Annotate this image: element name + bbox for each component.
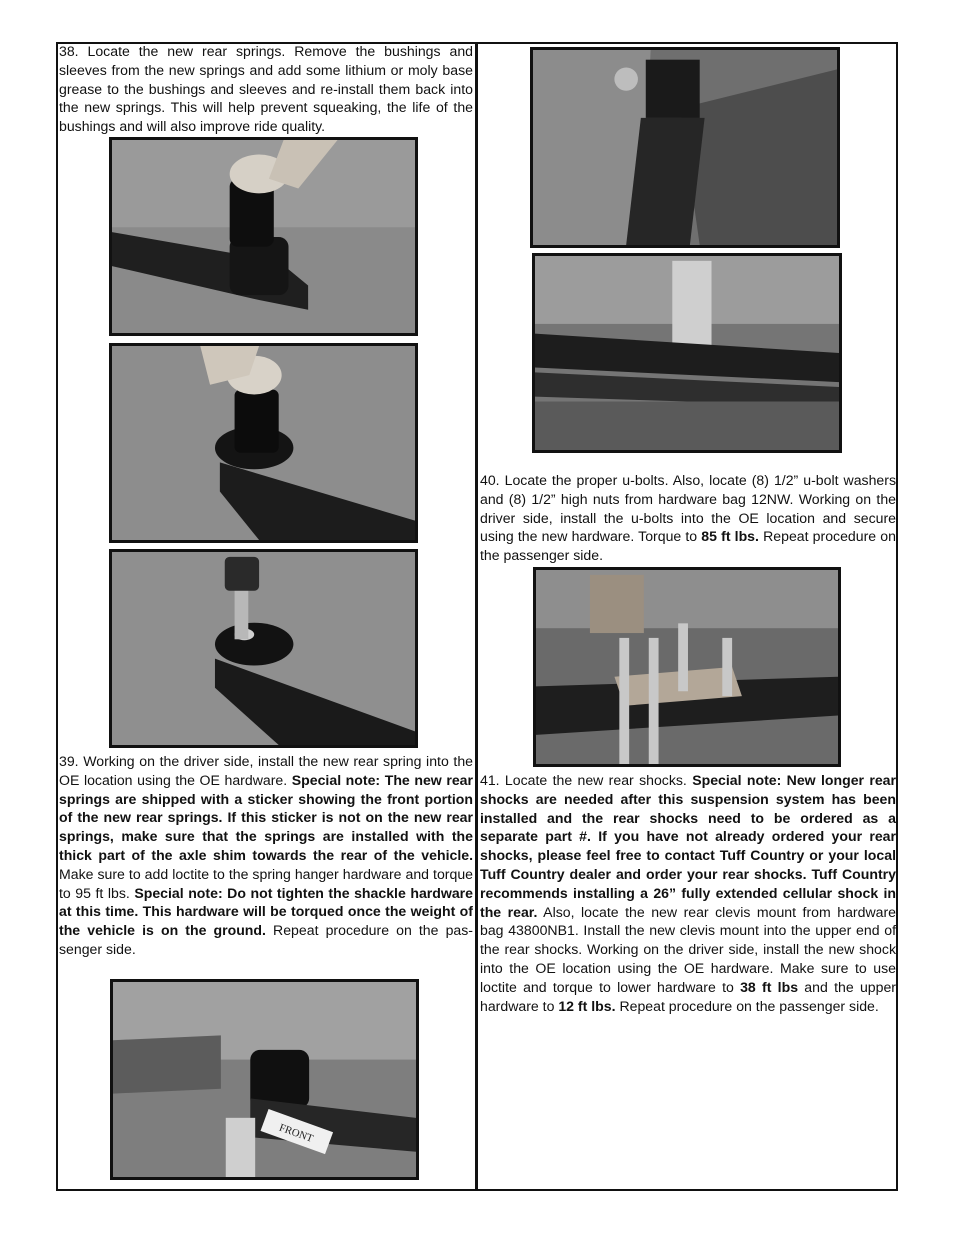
step-38-text-run: 38. Locate the new rear springs. Remove the bushings and sleeves from the new springs and add some lithium or moly base grease to the bushings and sleeves and re-install them back into the new springs. This will help prevent squeaking, the life of the bushings and will also improve ride quality. bbox=[59, 43, 473, 135]
spring-installed-photo bbox=[532, 253, 842, 453]
step-39-bold-run: Special note: The new rear springs are shipped with a sticker showing the front portion of the new rear springs. If this sticker is not on the new rear springs, make sure that the springs are installed with the thick part of the axle shim towards the rear of the vehicle. bbox=[59, 771, 473, 863]
step-41-text-run: Repeat procedure on the passenger side. bbox=[615, 997, 879, 1014]
step-39-text-run: 39. Working on the driver side, install the new rear spring into the OE location using the OE hardware. bbox=[59, 753, 473, 788]
step-40-text bbox=[480, 471, 896, 565]
spring-bushing-grease-photo bbox=[109, 137, 418, 336]
sleeve-install-photo bbox=[109, 549, 418, 748]
bushing-insert-photo bbox=[109, 343, 418, 543]
step-41-text-run: 41. Locate the new rear shocks. bbox=[480, 772, 693, 788]
front-sticker-label: FRONT bbox=[277, 1121, 315, 1145]
u-bolt-install-photo bbox=[533, 567, 841, 767]
step-38-text bbox=[59, 42, 473, 136]
column-divider bbox=[475, 42, 478, 1191]
step-39-text-run: Repeat procedure on the pas-senger side. bbox=[59, 922, 473, 957]
step-41-bold-run: Special note: New longer rear shocks are needed after this suspension system has been installed and the rear shocks need to be ordered as a separate part #. If you have not already ordered your rear shocks, please feel free to contact Tuff Country or your local Tuff Country dealer and order your rear shocks. Tuff Country recommends installing a 26” fully extended cellular shock in the rear. bbox=[480, 772, 896, 920]
step-39-bold-run: Special note: Do not tighten the shackle hardware at this time. This hardware will be torqued once the weight of the vehicle is on the ground. bbox=[59, 884, 473, 939]
step-41-bold-run: 38 ft lbs bbox=[740, 978, 799, 995]
step-41-text bbox=[480, 771, 896, 1015]
spring-front-sticker-photo bbox=[110, 979, 419, 1180]
step-40-text-run: 40. Locate the proper u-bolts. Also, locate (8) 1/2” u-bolt washers and (8) 1/2” high nuts from hardware bag 12NW. Working on the driver side, install the u-bolts into the OE location and secure using the new hardware. Torque to bbox=[480, 472, 896, 545]
shackle-hanger-photo bbox=[530, 47, 840, 248]
step-41-text-run: Also, locate the new rear clevis mount from hardware bag 43800NB1. Install the new clevis mount into the upper end of the rear shocks. Working on the driver side, install the new shock into the OE location using the OE hardware. Make sure to use loctite and torque to lower hardware to bbox=[480, 903, 896, 995]
step-39-text bbox=[59, 752, 473, 959]
step-41-text-run: and the upper hardware to bbox=[480, 978, 896, 1014]
step-40-text-run: Repeat procedure on the passenger side. bbox=[480, 528, 896, 564]
step-41-bold-run: 12 ft lbs. bbox=[558, 997, 616, 1014]
step-40-bold-run: 85 ft lbs. bbox=[701, 528, 759, 545]
step-39-text-run: Make sure to add loctite to the spring hanger hardware and torque to 95 ft lbs. bbox=[59, 865, 473, 901]
